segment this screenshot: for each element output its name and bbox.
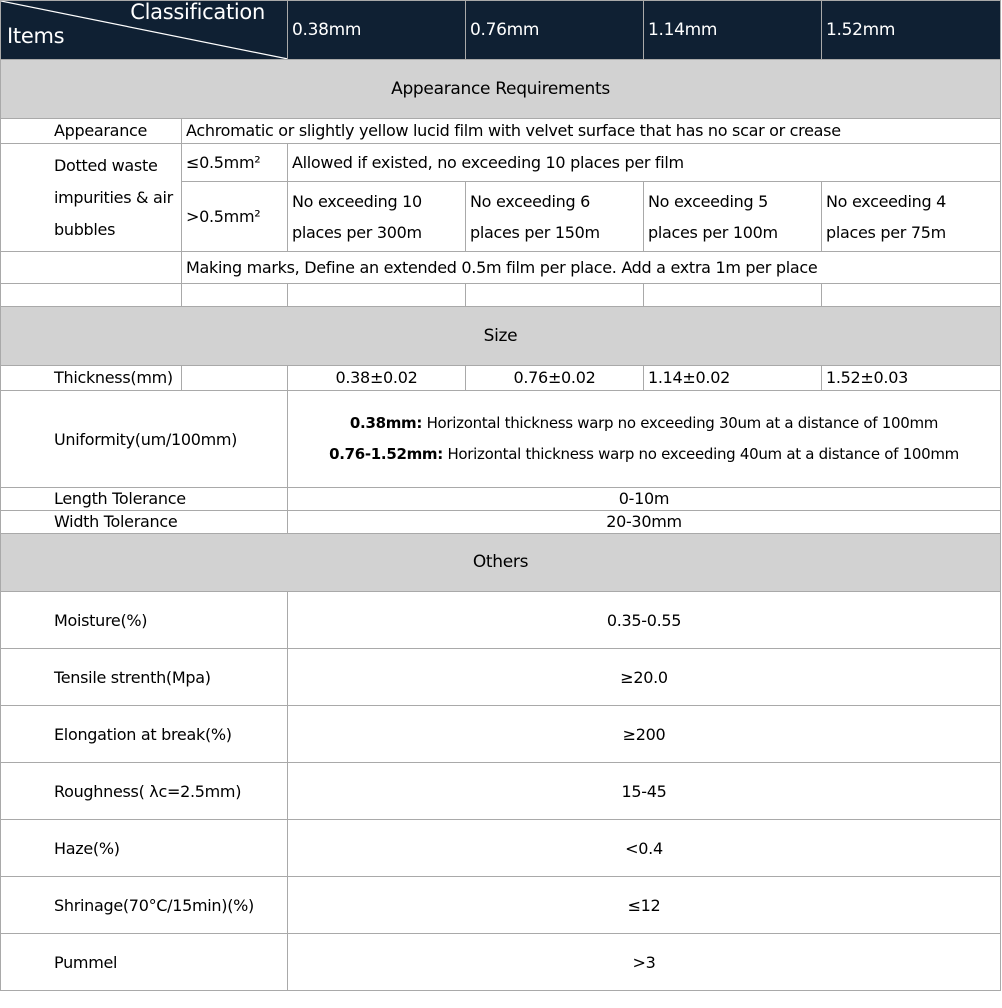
gt-value-114: No exceeding 5 places per 100m (644, 182, 822, 252)
classification-label: Classification (130, 0, 265, 24)
uniformity-line-1: 0.38mm: Horizontal thickness warp no exceeding 30um at a distance of 100mm (349, 414, 939, 432)
thickness-076: 0.76±0.02 (466, 366, 644, 391)
length-row (1, 488, 1001, 511)
others-row (1, 706, 1001, 763)
thickness-label: Thickness(mm) (1, 366, 182, 391)
le-value: Allowed if existed, no exceeding 10 places per film (288, 144, 1001, 182)
others-label-6: Pummel (1, 934, 288, 991)
uniformity-label: Uniformity(um/100mm) (1, 391, 288, 488)
gt-value-152: No exceeding 4 places per 75m (822, 182, 1001, 252)
width-value: 20-30mm (288, 511, 1001, 534)
section-row-others (1, 534, 1001, 592)
others-value-4: <0.4 (288, 820, 1001, 877)
others-value-3: 15-45 (288, 763, 1001, 820)
width-row (1, 511, 1001, 534)
others-label-1: Tensile strenth(Mpa) (1, 649, 288, 706)
appearance-label: Appearance (1, 119, 182, 144)
others-value-0: 0.35-0.55 (288, 592, 1001, 649)
empty-row (1, 284, 1001, 307)
appearance-row (1, 119, 1001, 144)
others-label-3: Roughness( λc=2.5mm) (1, 763, 288, 820)
marks-empty-cell (1, 252, 182, 284)
marks-note: Making marks, Define an extended 0.5m film per place. Add a extra 1m per place (182, 252, 1001, 284)
others-label-5: Shrinage(70°C/15min)(%) (1, 877, 288, 934)
marks-row (1, 252, 1001, 284)
others-value-6: >3 (288, 934, 1001, 991)
gt-value-038: No exceeding 10 places per 300m (288, 182, 466, 252)
length-value: 0-10m (288, 488, 1001, 511)
col-header-152: 1.52mm (822, 1, 1001, 60)
appearance-value: Achromatic or slightly yellow lucid film with velvet surface that has no scar or crease (182, 119, 1001, 144)
dotted-label: Dotted waste impurities & air bubbles (1, 144, 182, 252)
section-row-appearance (1, 60, 1001, 119)
thickness-152: 1.52±0.03 (822, 366, 1001, 391)
thickness-114: 1.14±0.02 (644, 366, 822, 391)
others-value-1: ≥20.0 (288, 649, 1001, 706)
col-header-114: 1.14mm (644, 1, 822, 60)
appearance-section-title: Appearance Requirements (1, 60, 1001, 119)
others-row (1, 763, 1001, 820)
uniformity-value (288, 391, 1001, 488)
width-label: Width Tolerance (1, 511, 288, 534)
others-section-title: Others (1, 534, 1001, 592)
length-label: Length Tolerance (1, 488, 288, 511)
others-value-5: ≤12 (288, 877, 1001, 934)
thickness-038: 0.38±0.02 (288, 366, 466, 391)
uniformity-row (1, 391, 1001, 488)
others-label-0: Moisture(%) (1, 592, 288, 649)
header-corner-cell (1, 1, 288, 60)
others-row (1, 820, 1001, 877)
uniformity-line-2: 0.76-1.52mm: Horizontal thickness warp no exceeding 40um at a distance of 100mm (329, 445, 959, 463)
dotted-le-row (1, 144, 1001, 182)
others-label-4: Haze(%) (1, 820, 288, 877)
others-value-2: ≥200 (288, 706, 1001, 763)
gt-label: >0.5mm² (182, 182, 288, 252)
others-row (1, 934, 1001, 991)
col-header-038: 0.38mm (288, 1, 466, 60)
gt-value-076: No exceeding 6 places per 150m (466, 182, 644, 252)
header-row (1, 1, 1001, 60)
size-section-title: Size (1, 307, 1001, 366)
others-label-2: Elongation at break(%) (1, 706, 288, 763)
col-header-076: 0.76mm (466, 1, 644, 60)
others-row (1, 592, 1001, 649)
others-row (1, 649, 1001, 706)
others-row (1, 877, 1001, 934)
thickness-row (1, 366, 1001, 391)
items-label: Items (7, 24, 65, 48)
section-row-size (1, 307, 1001, 366)
le-label: ≤0.5mm² (182, 144, 288, 182)
